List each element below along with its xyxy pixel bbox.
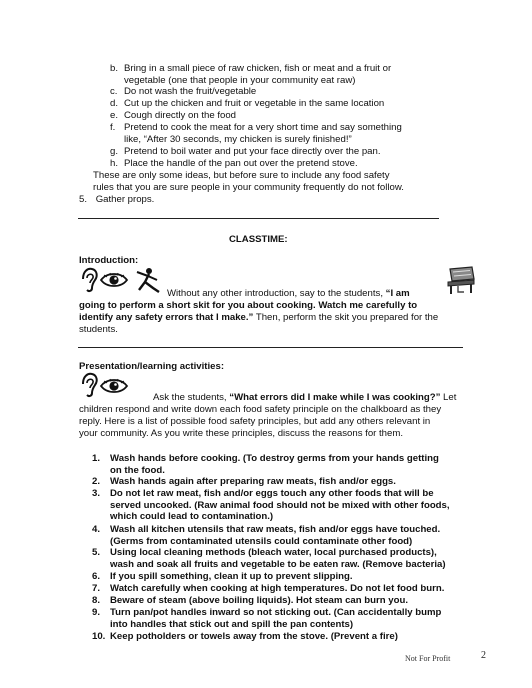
eye-icon: [100, 272, 128, 288]
prep-note-line-2: rules that you are sure people in your community frequently do not follow.: [93, 182, 404, 193]
divider: [78, 218, 439, 219]
presentation-line-4: your community. As you write these principles, discuss the reasons for them.: [79, 428, 404, 439]
ear-icon: [80, 267, 98, 293]
footer-not-for-profit: Not For Profit: [405, 654, 451, 663]
classtime-heading: CLASSTIME:: [229, 234, 288, 245]
eye-icon: [100, 378, 128, 394]
presentation-line-1: Ask the students, “What errors did I make while I was cooking?” Let: [153, 392, 457, 403]
presentation-line-2: children respond and write down each food safety principle on the chalkboard as they: [79, 404, 442, 415]
movement-figure-icon: [131, 266, 163, 294]
presentation-line-3: reply. Here is a list of possible food safety principles, but add any others relevant in: [79, 416, 431, 427]
intro-line-1: Without any other introduction, say to the students, “I am: [167, 288, 410, 299]
intro-line-2: going to perform a short skit for you about cooking. Watch me carefully to: [79, 300, 418, 311]
document-page: b. Bring in a small piece of raw chicken, fish or meat and a fruit or vegetable (one that people in your community eat raw) c. Do not wash the fruit/vegetable d. Cut up the chicken and fruit or vegetable in the same location e. Cough directly on the food f. Pretend to cook the meat for a very short time and say something like, “After 30 seconds, my chicken is surely finished!” g. Pretend to boil water and put your face directly over the pan. h. Place the handle of the pan out over the pretend stove. These are only some ideas, but before sure to include any food safety rules that you are sure people in your community frequently do not follow. 5. Gather props. CLASSTIME: Introduction: Without any other introduction, say to the students, “I am going to perform a short skit for you about cooking. Watch me carefully to identify any safety errors that I make.” Then, perform the skit you prepared for the students. Presentation/learning activities: Ask the students, “What errors did I make while I was cooking?” Let children respond and write down each food safety principle on the chalkboard as they reply. Here is a list of possible food safety principles, but add any others relevant in your community. As you write these principles, discuss the reasons for them. 1. Wash hands before cooking. (To destroy germs from your hands getting on the food. 2. Wash hands again after preparing raw meats, fish and/or eggs. 3. Do not let raw meat, fish and/or eggs touch any other foods that will be served uncooked. (Raw animal food should not be mixed with other foods, which could lead to contamination.) 4. Wash all kitchen utensils that raw meats, fish and/or eggs have touched. (Germs from contaminated utensils could contaminate other food) 5. Using local cleaning methods (bleach water, local purchased products), wash and soak all fruits and vegetable to be eaten raw. (Remove bacteria) 6. If you spill something, clean it up to prevent slipping. 7. Watch carefully when cooking at high temperatures. Do not let food burn. 8. Beware of steam (above boiling liquids). Hot steam can burn you. 9. Turn pan/pot handles inward so not sticking out. (Can accidentally bump into handles that stick out and spill the pan contents) 10. Keep potholders or towels away from the stove. (Prevent a fire) Not For Profit 2: [79, 63, 486, 663]
classroom-desk-icon: [444, 265, 478, 295]
prep-step-5: 5. Gather props.: [79, 194, 155, 205]
prep-note-line-1: These are only some ideas, but before sure to include any food safety: [93, 170, 390, 181]
ear-icon: [80, 372, 98, 398]
intro-line-4: students.: [79, 324, 118, 335]
divider: [78, 347, 463, 348]
intro-line-3: identify any safety errors that I make.” Then, perform the skit you prepared for the: [79, 312, 439, 323]
presentation-heading: Presentation/learning activities:: [79, 361, 225, 372]
intro-heading: Introduction:: [79, 255, 139, 266]
page-number: 2: [481, 650, 486, 661]
